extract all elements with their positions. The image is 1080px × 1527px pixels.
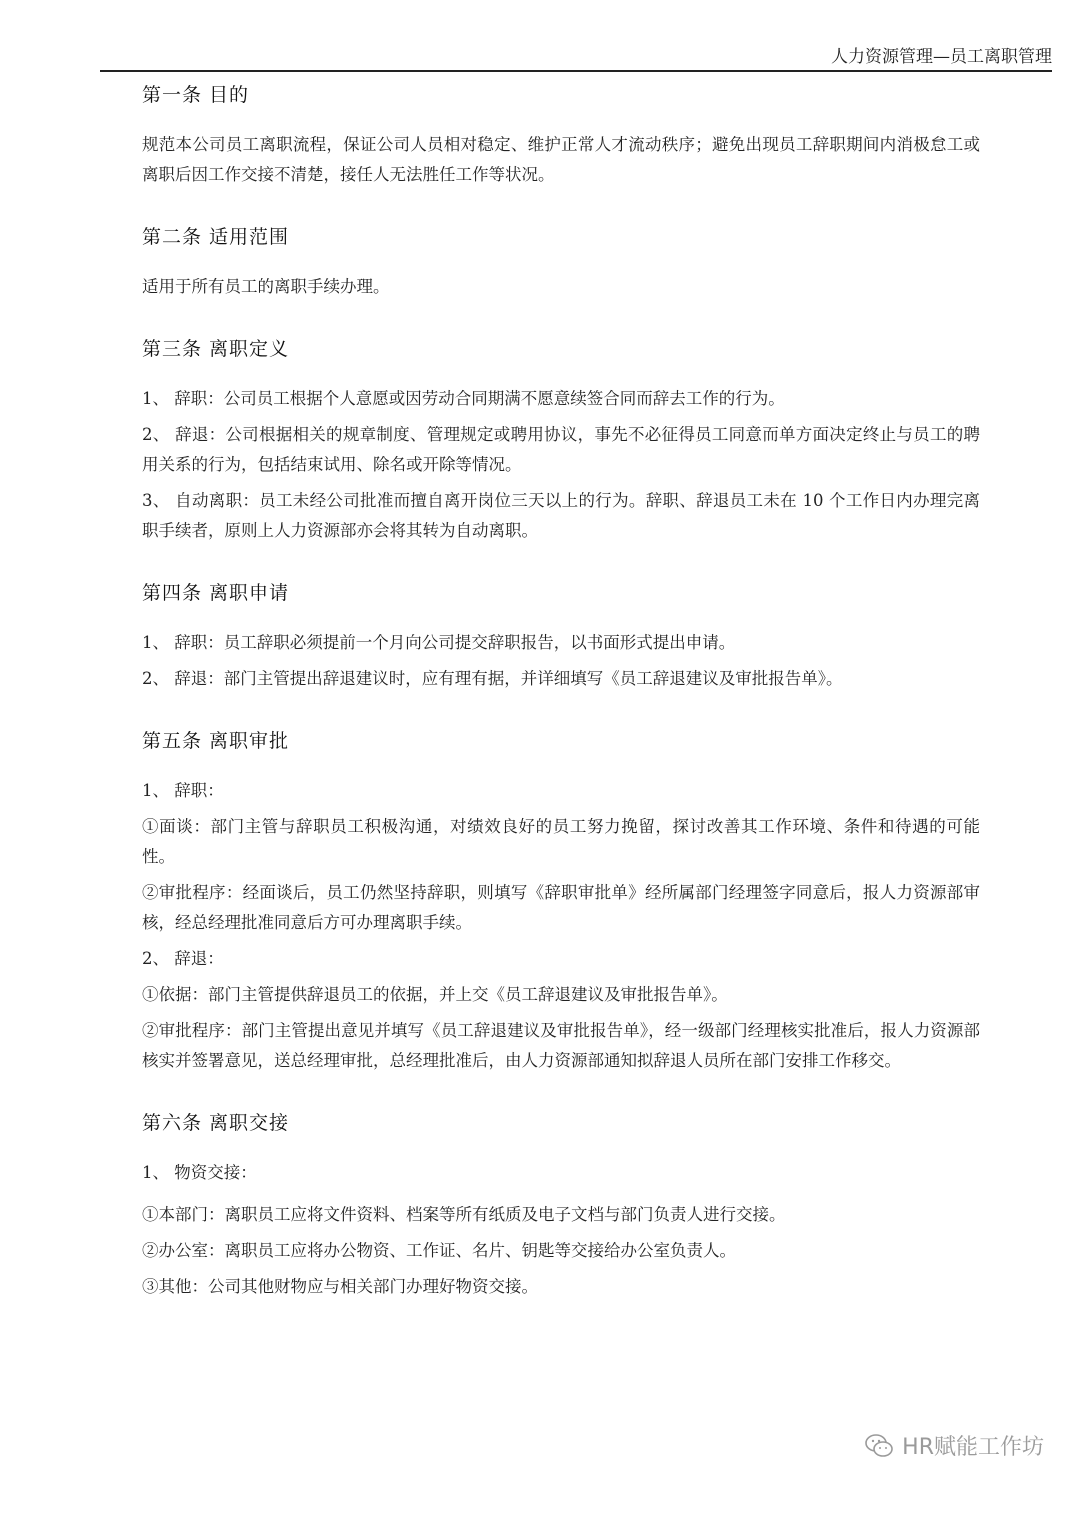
article-2: [142, 224, 980, 302]
paragraph: ③其他：公司其他财物应与相关部门办理好物资交接。: [142, 1277, 538, 1296]
wechat-icon: [864, 1433, 894, 1459]
paragraph: 适用于所有员工的离职手续办理。: [142, 277, 390, 296]
article-heading: 第二条 适用范围: [142, 226, 290, 248]
paragraph: 3、 自动离职：员工未经公司批准而擅自离开岗位三天以上的行为。辞职、辞退员工未在 10 个工作日内办理完离职手续者，原则上人力资源部亦会将其转为自动离职。: [142, 491, 980, 540]
paragraph: ②审批程序：部门主管提出意见并填写《员工辞退建议及审批报告单》，经一级部门经理核实批准后，报人力资源部核实并签署意见，送总经理审批，总经理批准后，由人力资源部通知拟辞退人员所在部门安排工作移交。: [142, 1021, 980, 1070]
paragraph: 1、 辞职：: [142, 781, 224, 800]
article-5: [142, 728, 980, 1076]
paragraph: 2、 辞退：公司根据相关的规章制度、管理规定或聘用协议，事先不必征得员工同意而单方面决定终止与员工的聘用关系的行为，包括结束试用、除名或开除等情况。: [142, 425, 980, 474]
article-3: [142, 336, 980, 546]
paragraph: 1、 物资交接：: [142, 1163, 257, 1182]
article-heading: 第一条 目的: [142, 84, 250, 106]
paragraph: ①本部门：离职员工应将文件资料、档案等所有纸质及电子文档与部门负责人进行交接。: [142, 1205, 786, 1224]
article-6: [142, 1110, 980, 1302]
article-4: [142, 580, 980, 694]
paragraph: 2、 辞退：: [142, 949, 224, 968]
paragraph: ②办公室：离职员工应将办公物资、工作证、名片、钥匙等交接给办公室负责人。: [142, 1241, 736, 1260]
document-body: [142, 82, 980, 1308]
page-header: [100, 40, 1052, 72]
paragraph: 2、 辞退：部门主管提出辞退建议时，应有理有据，并详细填写《员工辞退建议及审批报告单》。: [142, 669, 843, 688]
paragraph: 1、 辞职：员工辞职必须提前一个月向公司提交辞职报告，以书面形式提出申请。: [142, 633, 736, 652]
article-heading: 第六条 离职交接: [142, 1112, 290, 1134]
paragraph: ①依据：部门主管提供辞退员工的依据，并上交《员工辞退建议及审批报告单》。: [142, 985, 728, 1004]
article-heading: 第四条 离职申请: [142, 582, 290, 604]
watermark-text: HR赋能工作坊: [902, 1435, 1044, 1460]
article-heading: 第五条 离职审批: [142, 730, 290, 752]
watermark: [864, 1430, 1044, 1461]
header-title: 人力资源管理—员工离职管理: [831, 47, 1052, 67]
article-1: [142, 82, 980, 190]
paragraph: 规范本公司员工离职流程，保证公司人员相对稳定、维护正常人才流动秩序；避免出现员工辞职期间内消极怠工或离职后因工作交接不清楚，接任人无法胜任工作等状况。: [142, 135, 980, 184]
article-heading: 第三条 离职定义: [142, 338, 290, 360]
paragraph: 1、 辞职：公司员工根据个人意愿或因劳动合同期满不愿意续签合同而辞去工作的行为。: [142, 389, 785, 408]
paragraph: ②审批程序：经面谈后，员工仍然坚持辞职，则填写《辞职审批单》经所属部门经理签字同意后，报人力资源部审核，经总经理批准同意后方可办理离职手续。: [142, 883, 980, 932]
paragraph: ①面谈：部门主管与辞职员工积极沟通，对绩效良好的员工努力挽留，探讨改善其工作环境、条件和待遇的可能性。: [142, 817, 980, 866]
